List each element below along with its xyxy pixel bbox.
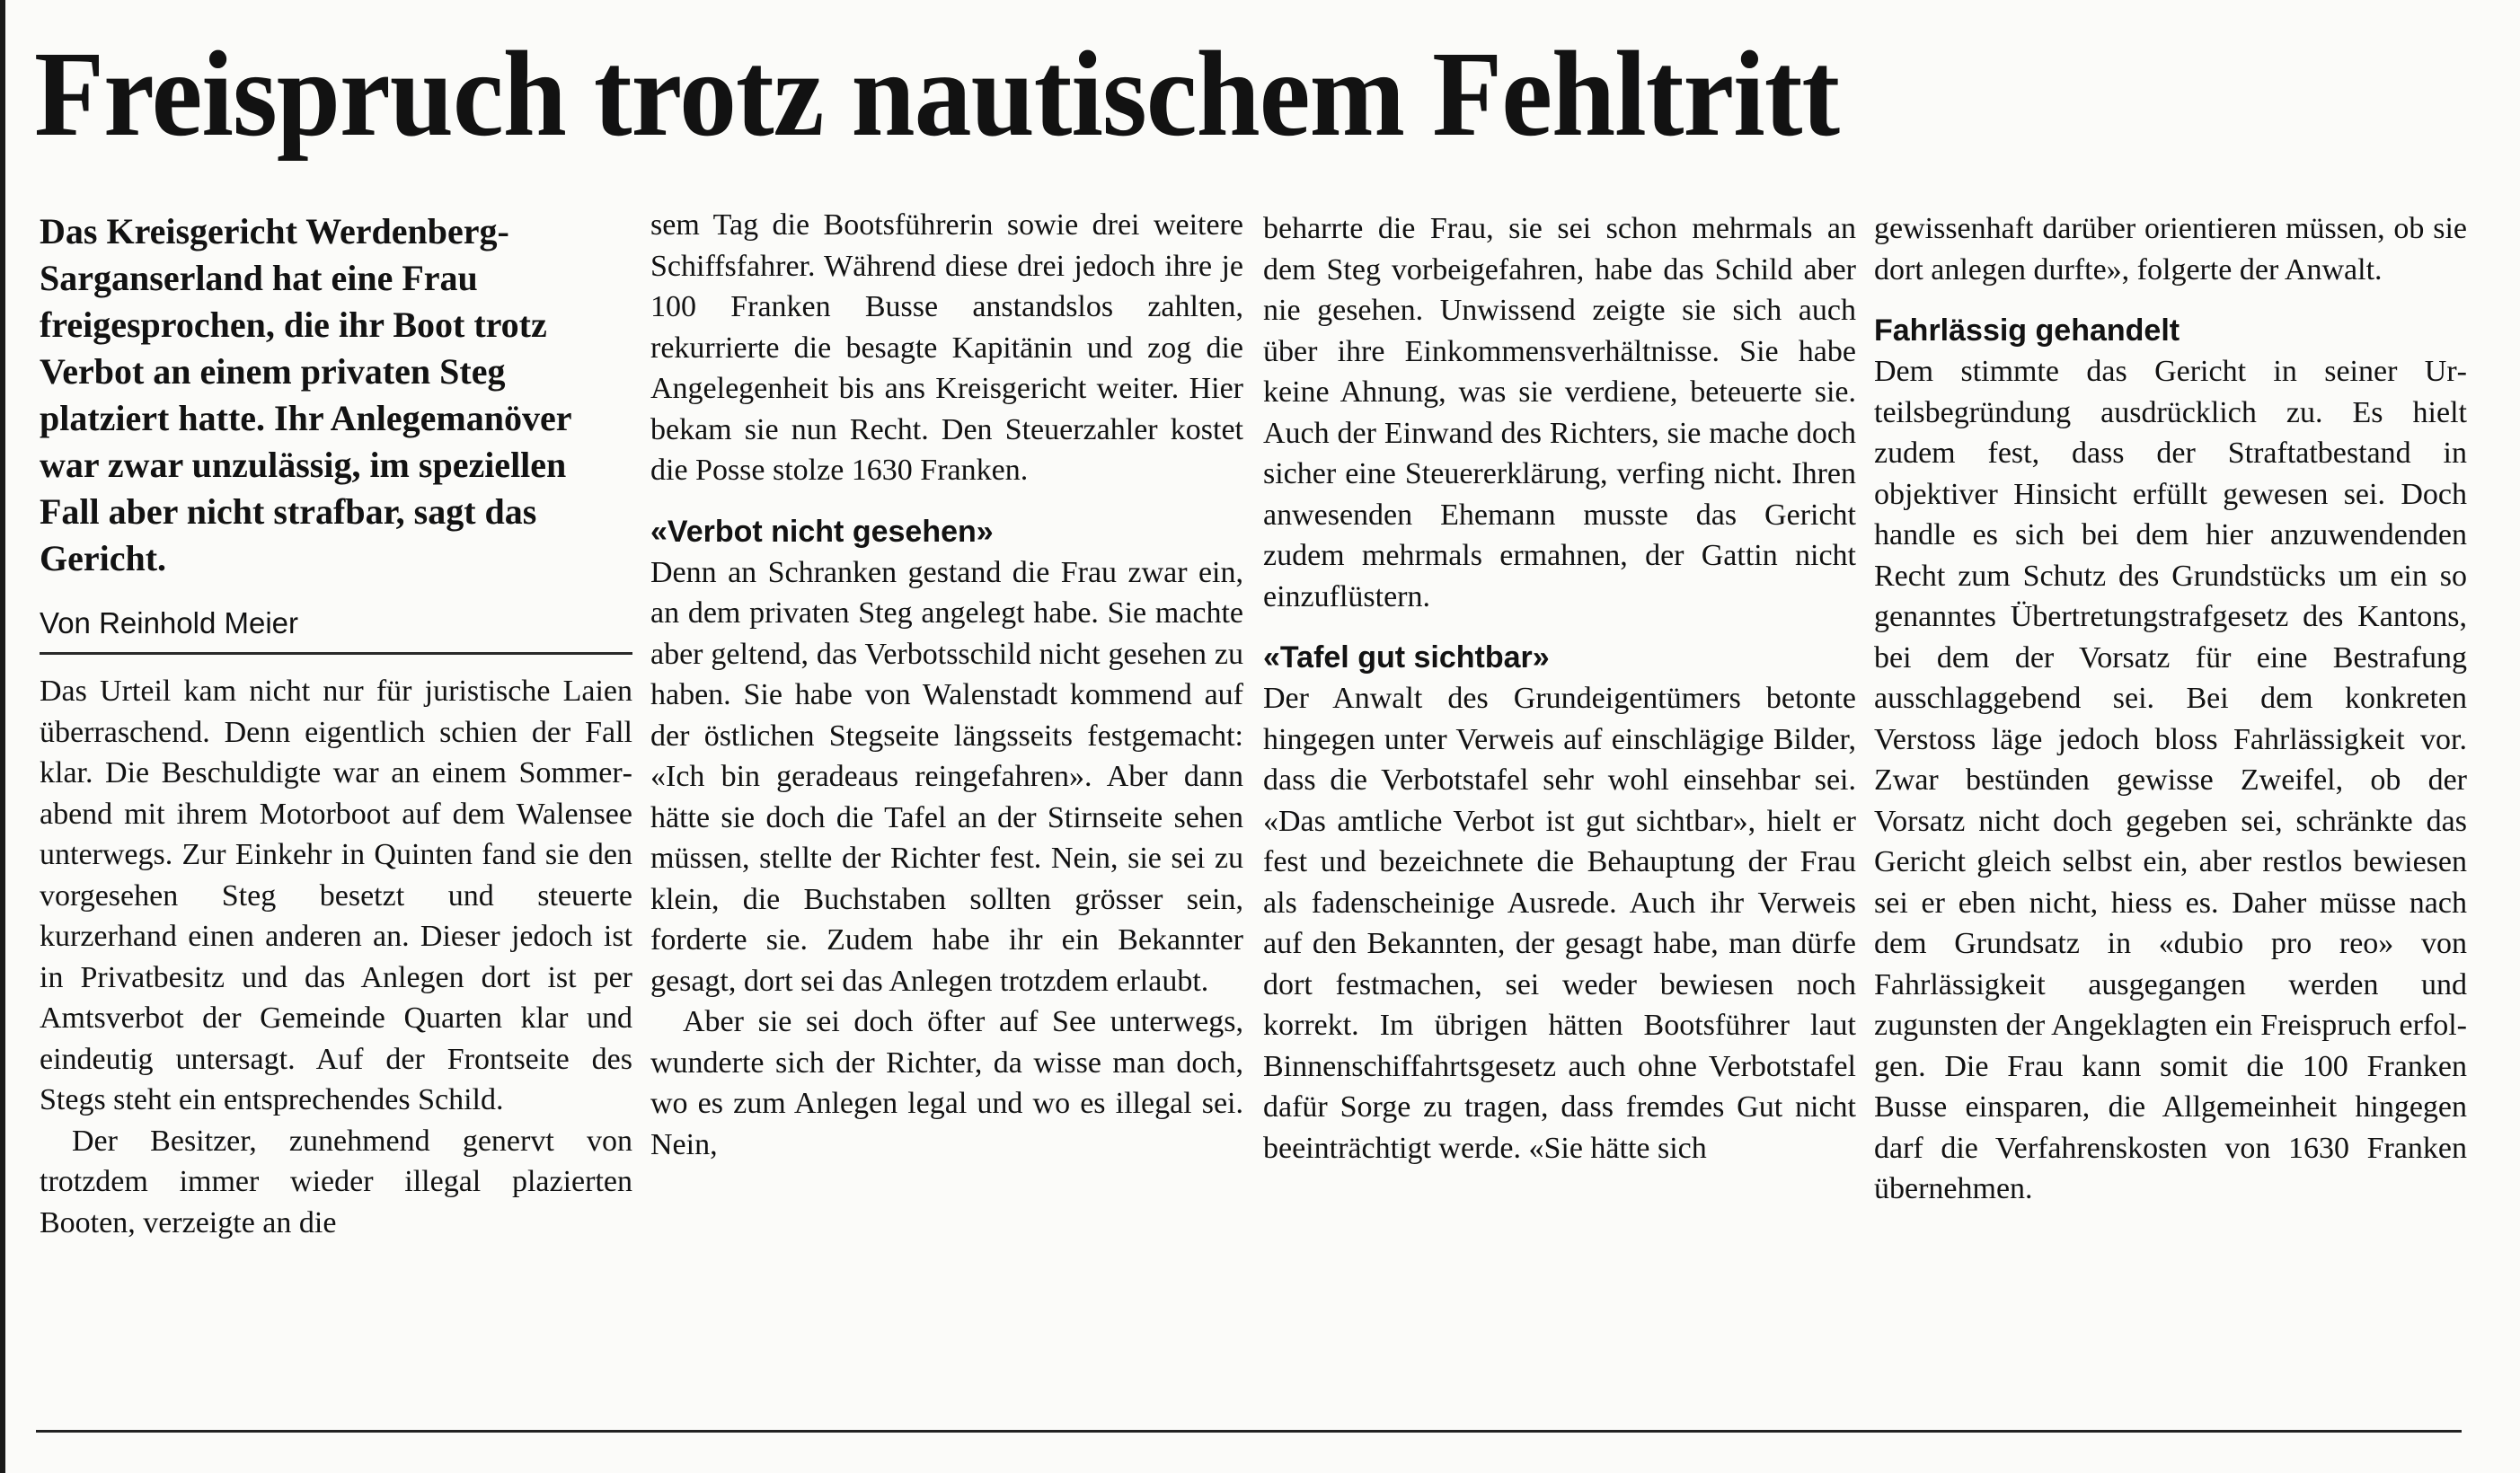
body-paragraph: beharrte die Frau, sie sei schon mehrmals an dem Steg vorbeigefahren, habe das Schild aber nie gesehen. Unwissend zeigte sie sich auch über ihre Einkommensverhältnisse. Sie habe keine Ahnung, was sie verdiene, beteuerte sie. Auch der Einwand des Richters, sie mache doch sicher eine Steuererklärung, verfing nicht. Ihren anwesenden Ehemann musste das Gericht zudem mehrmals ermahnen, der Gattin nicht einzuflüstern.: [1263, 212, 1856, 613]
body-paragraph: Aber sie sei doch öfter auf See unterwegs, wunderte sich der Richter, da wisse man doch, wo es zum Anlegen legal und wo es illegal sei. Nein,: [650, 1005, 1243, 1161]
body-paragraph: Das Urteil kam nicht nur für juristische Laien überraschend. Denn eigentlich schien der Fall klar. Die Beschuldigte war an einem Sommerabend mit ihrem Motorboot auf dem Walensee unterwegs. Zur Einkehr in Quinten fand sie den vorgesehen Steg besetzt und steuerte kurzerhand einen anderen an. Dieser jedoch ist in Privatbesitz und das Anlegen dort ist per Amtsverbot der Gemeinde Quarten klar und eindeutig untersagt. Auf der Frontseite des Stegs steht ein entsprechendes Schild.: [40, 675, 632, 1116]
body-paragraph: gewissenhaft darüber orientieren müssen, ob sie dort anlegen durfte», folgerte der Anwalt.: [1874, 212, 2467, 287]
body-paragraph: sem Tag die Bootsführerin sowie drei weitere Schiffsfahrer. Während diese drei jedoch ihre je 100 Franken Busse anstandslos zahlten, rekurrierte die besagte Kapitänin und zog die Angelegenheit bis ans Kreisgericht weiter. Hier bekam sie nun Recht. Den Steuerzahler kostet die Posse stolze 1630 Franken.: [650, 208, 1243, 487]
lead-paragraph: Das Kreisgericht Werdenberg-Sarganserland hat eine Frau freigesprochen, die ihr Boot trotz Verbot an einem privaten Steg platziert hatte. Ihr Anlegemanöver war zwar unzulässig, im speziellen Fall aber nicht strafbar, sagt das Gericht.: [40, 211, 571, 578]
byline: Von Reinhold Meier: [40, 604, 632, 655]
column-2: [650, 208, 1243, 1165]
body-paragraph: Der Anwalt des Grundeigentümers betonte hingegen unter Verweis auf einschlägige Bilder, dass die Verbotstafel sehr wohl einsehbar sei. «Das amtliche Verbot ist gut sichtbar», hielt er fest und bezeichnete die Behauptung der Frau als fadenscheinige Ausrede. Auch ihr Verweis auf den Bekannten, der gesagt habe, man dürfe dort festmachen, sei weder bewiesen noch korrekt. Im übrigen hätten Bootsführer laut Binnenschiffahrtsgesetz auch ohne Verbotstafel dafür Sorge zu tragen, dass fremdes Gut nicht beeinträchtigt werde. «Sie hätte sich: [1263, 682, 1856, 1165]
subheading: «Tafel gut sichtbar»: [1263, 640, 1550, 675]
body-paragraph: Der Besitzer, zunehmend genervt von trotzdem immer wieder illegal plazierten Booten, verzeigte an die: [40, 1124, 632, 1239]
subheading: Fahrlässig gehandelt: [1874, 313, 2180, 348]
left-edge-rule: [0, 0, 5, 1473]
column-1: [40, 208, 632, 1243]
column-3: [1263, 208, 1856, 1169]
column-4: [1874, 208, 2467, 1210]
body-paragraph: Denn an Schranken gestand die Frau zwar ein, an dem privaten Steg angelegt habe. Sie machte aber geltend, das Verbotsschild nicht gesehen zu haben. Sie habe von Walenstadt kommend auf der östlichen Stegseite längsseits festgemacht: «Ich bin geradeaus reingefahren». Aber dann hätte sie doch die Tafel an der Stirnseite sehen müssen, stellte der Richter fest. Nein, sie sei zu klein, die Buchstaben sollten grösser sein, forderte sie. Zudem habe ihr ein Bekannter gesagt, dort sei das Anlegen trotzdem erlaubt.: [650, 555, 1243, 998]
headline: Freispruch trotz nautischem Fehltritt: [34, 27, 1840, 162]
subheading: «Verbot nicht gesehen»: [650, 514, 994, 549]
bottom-rule: [36, 1430, 2462, 1433]
body-paragraph: Dem stimmte das Gericht in seiner Urteilsbegründung ausdrücklich zu. Es hielt zudem fest, dass der Straftatbestand in objektiver Hinsicht erfüllt gewesen sei. Doch handle es sich bei dem hier anzuwendenden Recht zum Schutz des Grundstücks um ein so genanntes Übertretungstrafgesetz des Kantons, bei dem der Vorsatz für eine Bestrafung ausschlaggebend sei. Bei dem konkreten Verstoss läge jedoch bloss Fahrlässigkeit vor. Zwar bestünden gewisse Zweifel, ob der Vorsatz nicht doch gegeben sei, schränkte das Gericht gleich selbst ein, aber restlos bewiesen sei er eben nicht, hiess es. Daher müsse nach dem Grundsatz in «dubio pro reo» von Fahrlässigkeit ausgegangen werden und zugunsten der Angeklagten ein Freispruch erfolgen. Die Frau kann somit die 100 Franken Busse einsparen, die Allgemeinheit hingegen darf die Verfahrenskosten von 1630 Franken übernehmen.: [1874, 355, 2467, 1205]
